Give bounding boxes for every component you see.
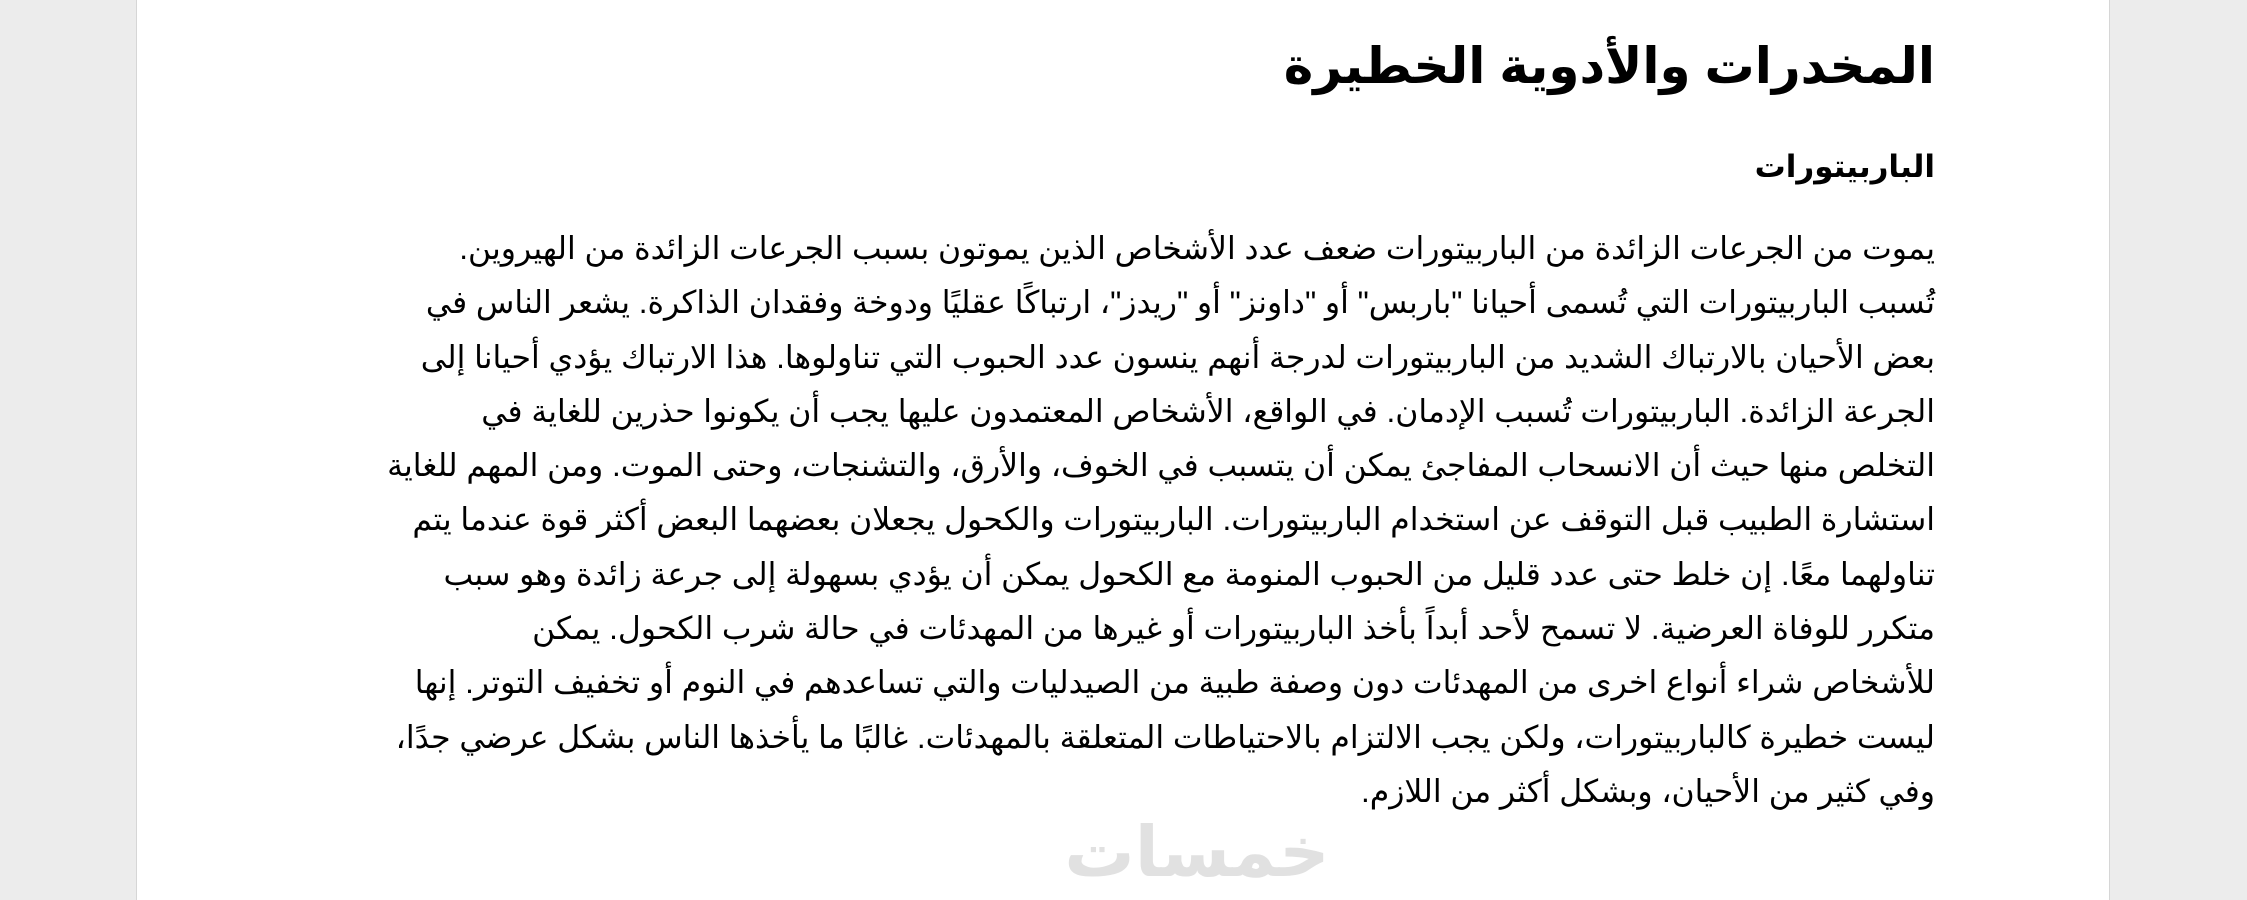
paragraph-line: متكرر للوفاة العرضية. لا تسمح لأحد أبداً بأخذ الباربيتورات أو غيرها من المهدئات في حالة شرب الكحول. يمكن xyxy=(532,610,1935,647)
body-paragraph xyxy=(377,221,1935,818)
section-heading: الباربيتورات xyxy=(1754,149,1935,184)
document-title: المخدرات والأدوية الخطيرة xyxy=(1283,38,1935,94)
paragraph-line: تناولهما معًا. إن خلط حتى عدد قليل من الحبوب المنومة مع الكحول يمكن أن يؤدي بسهولة إلى جرعة زائدة وهو سبب xyxy=(443,555,1935,592)
paragraph-line: وفي كثير من الأحيان، وبشكل أكثر من اللازم. xyxy=(1360,772,1935,809)
paragraph-line: للأشخاص شراء أنواع اخرى من المهدئات دون وصفة طبية من الصيدليات والتي تساعدهم في النوم أو تخفيف التوتر. إنها xyxy=(414,664,1935,701)
paragraph-line: بعض الأحيان بالارتباك الشديد من الباربيتورات لدرجة أنهم ينسون عدد الحبوب التي تناولوها. هذا الارتباك يؤدي أحيانا إلى xyxy=(420,338,1935,375)
paragraph-line: الجرعة الزائدة. الباربيتورات تُسبب الإدمان. في الواقع، الأشخاص المعتمدون عليها يجب أن يكونوا حذرين للغاية في xyxy=(481,392,1935,429)
paragraph-line: استشارة الطبيب قبل التوقف عن استخدام الباربيتورات. الباربيتورات والكحول يجعلان بعضهما البعض أكثر قوة عندما يتم xyxy=(412,501,1935,538)
watermark-logo: خمسات xyxy=(1064,811,1330,893)
paragraph-line: ليست خطيرة كالباربيتورات، ولكن يجب الالتزام بالاحتياطات المتعلقة بالمهدئات. غالبًا ما يأخذها الناس بشكل عرضي جدًا، xyxy=(395,718,1935,755)
paragraph-line: يموت من الجرعات الزائدة من الباربيتورات ضعف عدد الأشخاص الذين يموتون بسبب الجرعات الزائدة من الهيروين. xyxy=(459,230,1935,266)
paragraph-line: التخلص منها حيث أن الانسحاب المفاجئ يمكن أن يتسبب في الخوف، والأرق، والتشنجات، وحتى الموت. ومن المهم للغاية xyxy=(387,447,1935,484)
document-page xyxy=(136,0,2110,900)
paragraph-line: تُسبب الباربيتورات التي تُسمى أحيانا "باربس" أو "داونز" أو "ريدز"، ارتباكًا عقليًا ودوخة وفقدان الذاكرة. يشعر الناس في xyxy=(425,284,1935,321)
